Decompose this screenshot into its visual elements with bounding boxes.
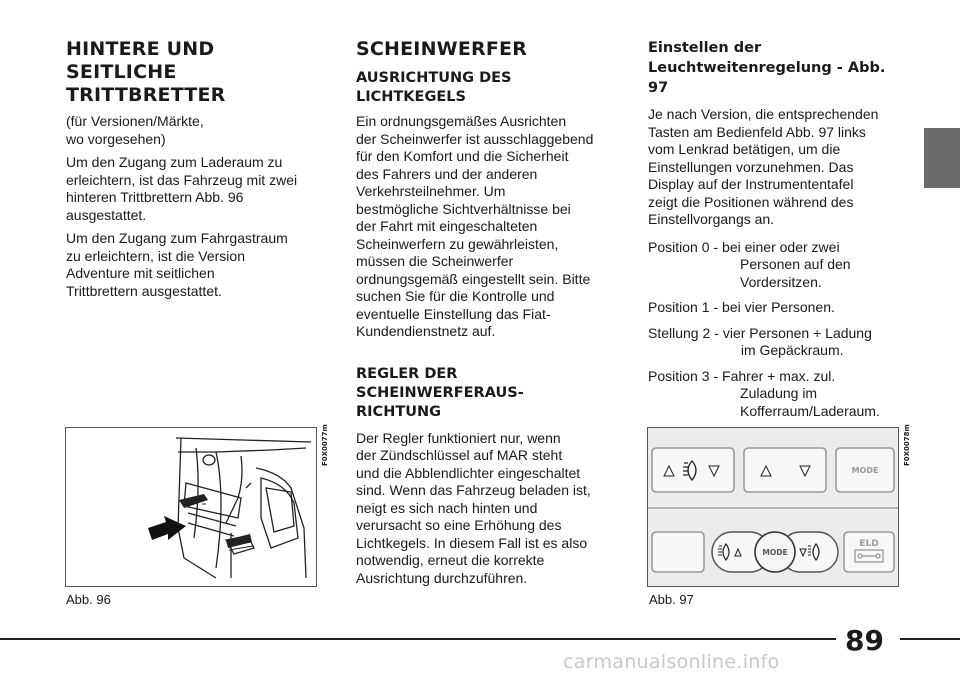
figure-96-rear-step (65, 427, 317, 587)
figure-code-97: F0X0078m (903, 424, 911, 466)
subsection-title-ausrichtung: AUSRICHTUNG DES LICHTKEGELS (356, 70, 512, 105)
section-title-trittbretter: HINTERE UND SEITLICHE TRITTBRETTER (66, 38, 226, 106)
figure-code-96: F0X0077m (321, 424, 329, 466)
subtitle-versionen: (für Versionen/Märkte, wo vorgesehen) (66, 113, 204, 147)
chapter-tab (924, 128, 960, 188)
paragraph-ausrichtung: Ein ordnungsgemäßes Ausrichten der Scheinwerfer ist ausschlaggebend für den Komfort und die Sicherheit des Fahrers und der anderen Verkehrsteilnehmer. Um bestmögliche Sichtverhältnisse bei der Fahrt mit eingeschalteten Scheinwerfern zu gewährleisten, müssen die Scheinwerfer ordnungsgemäß eingestellt sein. Bitte suchen Sie für die Kontrolle und eventuelle Einstellung das Fiat- Kundendienstnetz auf. (356, 113, 594, 339)
figure-97-control-panel (647, 427, 899, 587)
figure-caption-97: Abb. 97 (649, 592, 694, 607)
control-panel-illustration (648, 428, 898, 586)
paragraph-bedienfeld: Je nach Version, die entsprechenden Tasten am Bedienfeld Abb. 97 links vom Lenkrad betätigen, um die Einstellungen vorzunehmen. Das Display auf der Instrumententafel zeigt die Positionen während des Einstellvorgangs an. (648, 106, 879, 227)
position-2: Stellung 2 - vier Personen + Ladung im Gepäckraum. (648, 324, 872, 358)
position-1: Position 1 - bei vier Personen. (648, 299, 835, 315)
footer-rule-right (900, 638, 960, 640)
mode-label-button: MODE (762, 548, 788, 557)
paragraph-laderaum: Um den Zugang zum Laderaum zu erleichtern, ist das Fahrzeug mit zwei hinteren Trittbrettern Abb. 96 ausgestattet. (66, 154, 298, 223)
subsection-title-regler: REGLER DER SCHEINWERFERAUS- RICHTUNG (356, 365, 524, 420)
display-panel (652, 448, 734, 492)
paragraph-fahrgastraum: Um den Zugang zum Fahrgastraum zu erleichtern, ist die Version Adventure mit seitlichen Trittbrettern ausgestattet. (66, 230, 288, 299)
section-title-scheinwerfer: SCHEINWERFER (356, 38, 528, 60)
position-0: Position 0 - bei einer oder zwei Personen auf den Vordersitzen. (648, 238, 851, 290)
footer-rule-left (0, 638, 836, 640)
position-3: Position 3 - Fahrer + max. zul. Zuladung im Kofferraum/Laderaum. (648, 367, 880, 419)
section-title-leuchtweite: Einstellen der Leuchtweitenregelung - Abb. 97 (648, 40, 886, 96)
page-number: 89 (845, 624, 884, 657)
column-hintere-trittbretter (66, 38, 336, 306)
watermark: carmanualsonline.info (563, 651, 780, 673)
figure-caption-96: Abb. 96 (66, 592, 111, 607)
rear-step-illustration (66, 428, 316, 586)
mode-label-top: MODE (851, 466, 879, 475)
paragraph-regler: Der Regler funktioniert nur, wenn der Zündschlüssel auf MAR steht und die Abblendlichter eingeschaltet sind. Wenn das Fahrzeug beladen ist, neigt es sich nach hinten und verursacht so eine Erhöhung des Lichtkegels. In diesem Fall ist es also notwendig, erneut die korrekte Ausrichtung durchzuführen. (356, 429, 591, 586)
eld-label: ELD (859, 539, 879, 549)
column-leuchtweitenregelung (648, 38, 908, 428)
column-scheinwerfer (356, 38, 618, 593)
